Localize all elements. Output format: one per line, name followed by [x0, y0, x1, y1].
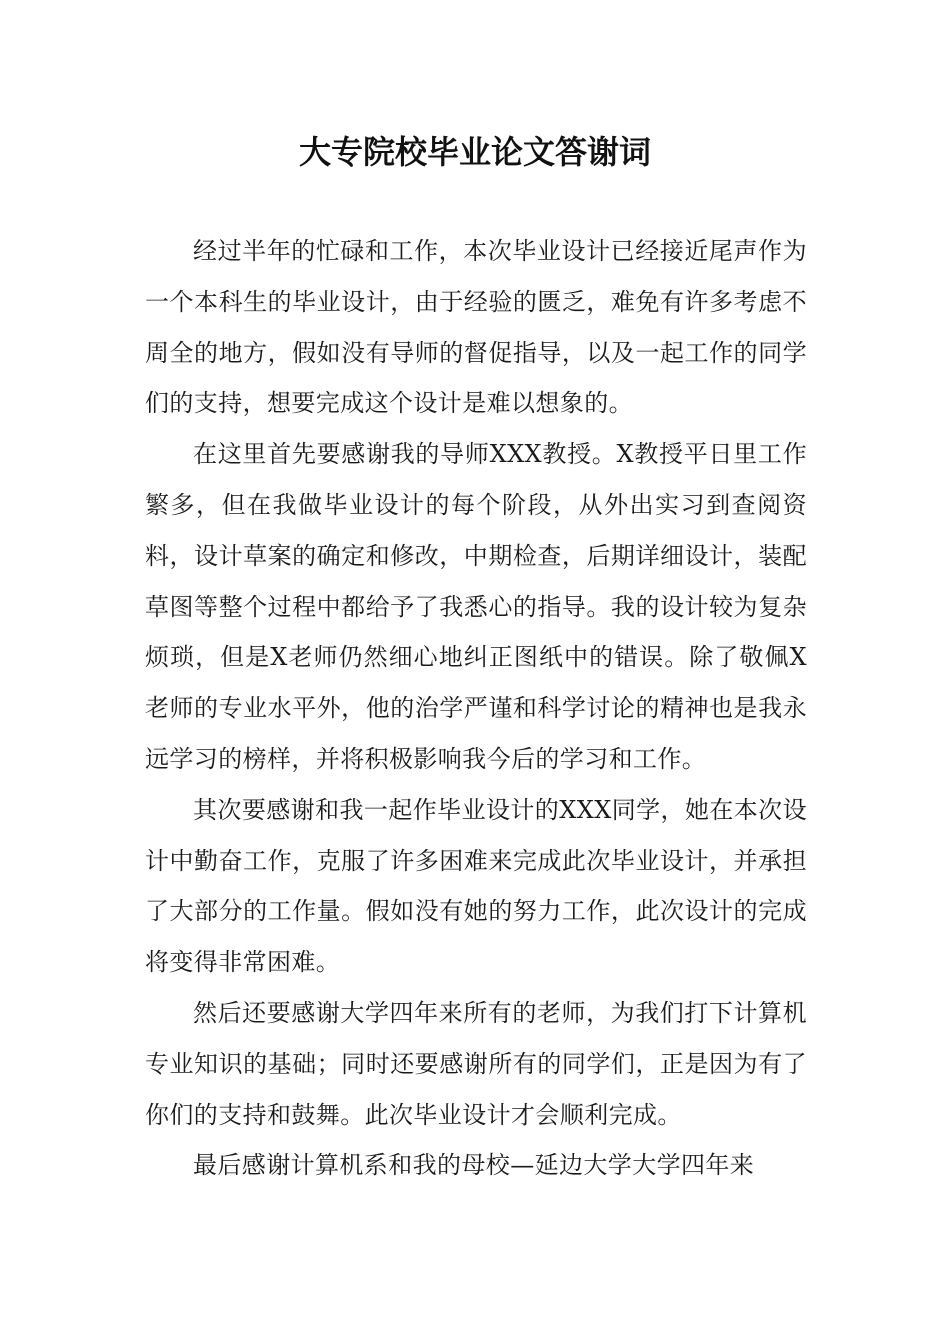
- paragraph-5: 最后感谢计算机系和我的母校—延边大学大学四年来: [193, 1151, 755, 1180]
- paragraph-1: 经过半年的忙碌和工作，本次毕业设计已经接近尾声作为一个本科生的毕业设计，由于经验的匮乏，难免有许多考虑不周全的地方，假如没有导师的督促指导，以及一起工作的同学们的支持，想要完成这个设计是难以想象的。: [145, 237, 807, 418]
- document-title: 大专院校毕业论文答谢词: [298, 133, 651, 171]
- paragraph-3: 其次要感谢和我一起作毕业设计的XXX同学，她在本次设计中勤奋工作，克服了许多困难来完成此次毕业设计，并承担了大部分的工作量。假如没有她的努力工作，此次设计的完成将变得非常困难。: [145, 795, 807, 977]
- paragraph-4: 然后还要感谢大学四年来所有的老师，为我们打下计算机专业知识的基础；同时还要感谢所有的同学们，正是因为有了你们的支持和鼓舞。此次毕业设计才会顺利完成。: [145, 998, 807, 1129]
- paragraph-2: 在这里首先要感谢我的导师XXX教授。X教授平日里工作繁多，但在我做毕业设计的每个阶段，从外出实习到查阅资料，设计草案的确定和修改，中期检查，后期详细设计，装配草图等整个过程中都给予了我悉心的指导。我的设计较为复杂烦琐，但是X老师仍然细心地纠正图纸中的错误。除了敬佩X老师的专业水平外，他的治学严谨和科学讨论的精神也是我永远学习的榜样，并将积极影响我今后的学习和工作。: [145, 440, 807, 773]
- document-body: [145, 226, 807, 1191]
